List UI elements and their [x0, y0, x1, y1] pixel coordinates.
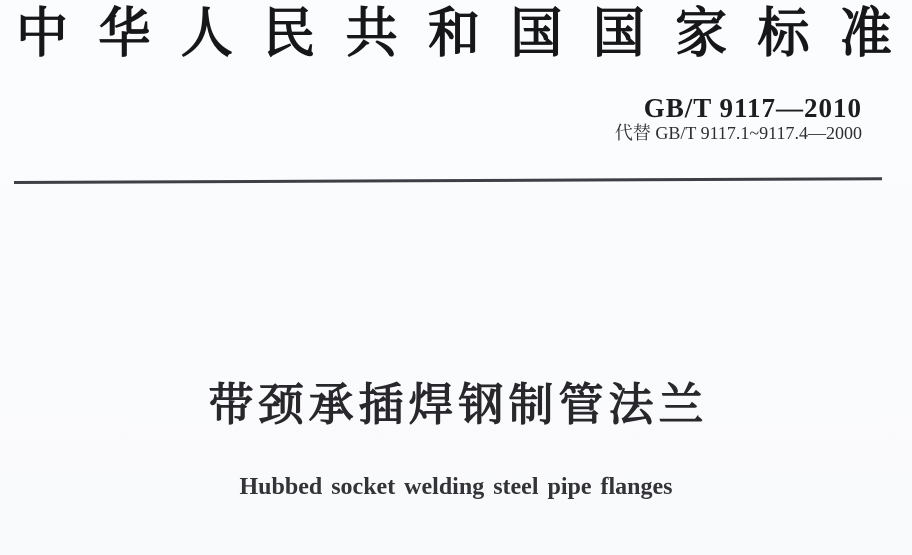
standard-code: GB/T 9117—2010: [643, 93, 862, 123]
national-standard-heading: 中 华 人 民 共 和 国 国 家 标 准: [16, 4, 892, 65]
document-title-chinese: 带颈承插焊钢制管法兰: [208, 379, 709, 430]
document-title-english: Hubbed socket welding steel pipe flanges: [239, 474, 673, 500]
header-divider-rule: [14, 177, 882, 184]
standard-code-block: [615, 94, 862, 143]
replaces-note: 代替 GB/T 9117.1~9117.4—2000: [614, 123, 862, 143]
